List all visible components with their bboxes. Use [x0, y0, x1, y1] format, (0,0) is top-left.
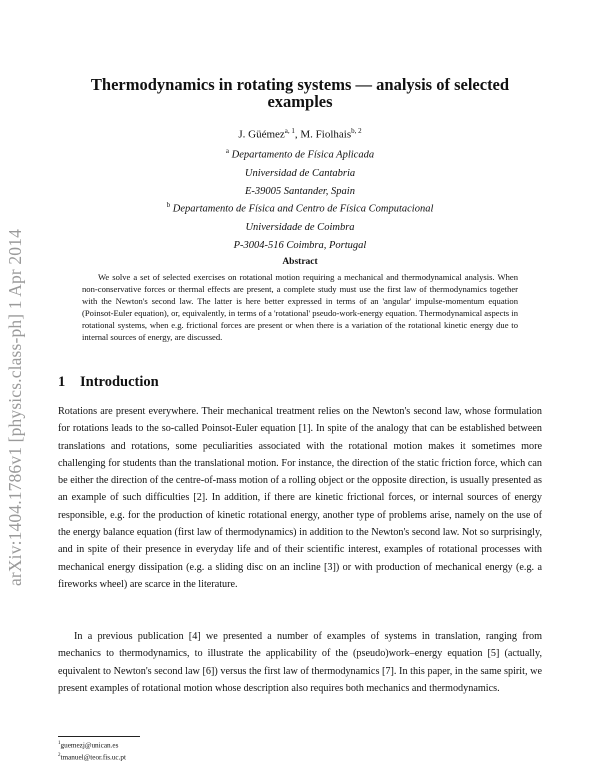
affiliation-line: Universidad de Cantabria: [244, 167, 356, 179]
paper-title: Thermodynamics in rotating systems — analysis of selected examples: [90, 75, 510, 111]
footnotes: [58, 739, 542, 763]
body-paragraph: Rotations are present everywhere. Their mechanical treatment relies on the Newton's second law, whose formulation for rotations leads to the so-called Poinsot-Euler equation [1]. In spite of the analogy that can be established between translations and rotations, some peculiarities associated with the rotational motion makes it sometimes more challenging for students than the translational motion. For instance, the direction of the static friction force, which can be either the direction of the centre-of-mass motion of a rolling object or the opposite direction, is usually presented as an example of such difficulties [2]. In addition, if there are kinetic frictional forces, or internal sources of energy responsible, e.g. for the production of kinetic rotational energy, another type of problems arise, namely on the use of the energy balance equation (first law of thermodynamics) in addition to the Newton's second law. Not so surprisingly, and in spite of their presence in everyday life and of their scientific interest, examples of rotational processes with mechanical energy dissipation (e.g. a sliding disc on an incline [3]) or with production of mechanical energy (e.g. a fireworks wheel) are scarce in the literature.: [58, 406, 542, 590]
author-name: J. Güémez: [238, 128, 285, 141]
affiliation-marker: b: [166, 201, 171, 209]
footnote-marker: 2: [58, 752, 61, 758]
abstract-text: We solve a set of selected exercises on rotational motion requiring a mechanical and thermodynamical analysis. When non-conservative forces or thermal effects are present, a complete study must use the first law of thermodynamics together with the Newton's second law. The latter is here better expressed in terms of an 'angular' impulse-momentum equation (Poinsot-Euler equation), or, equivalently, in terms of a 'rotational' pseudo-work-energy equation. Thermodynamical aspects in rotational systems, when e.g. frictional forces are present or when there is a variation of the rotational kinetic energy due to internal sources of energy, are discussed.: [82, 272, 518, 343]
section-title: Introduction: [80, 374, 159, 390]
author-affiliation-marker: a, 1: [284, 127, 295, 135]
affiliation-line: $^b$ Departamento de Física and Centro de Física Computacional: [166, 201, 434, 215]
author-separator: ,: [294, 128, 301, 141]
affiliation-marker: a: [225, 147, 230, 155]
footnote-email: tmanuel@teor.fis.uc.pt: [60, 753, 127, 762]
affiliation-a: [58, 142, 542, 201]
arxiv-identifier: arXiv:1404.1786v1 [physics.class-ph] 1 Apr 2014: [5, 228, 25, 586]
affiliation-line: $^a$ Departamento de Física Aplicada: [225, 147, 375, 161]
footnote: [58, 751, 542, 763]
affiliation-line: Universidade de Coimbra: [245, 221, 355, 233]
section-heading: [58, 373, 542, 391]
abstract-heading: Abstract: [282, 257, 318, 267]
footnote: [58, 739, 542, 751]
section-number: 1: [58, 374, 66, 390]
body-paragraph: In a previous publication [4] we presented a number of examples of systems in translation, ranging from mechanics to thermodynamics, to illustrate the applicability of the (pseudo)work–energy equation [5] (actually, equivalent to Newton's second law [6]) versus the first law of thermodynamics [7]. In this paper, in the same spirit, we present examples of rotational motion whose description also requires both mechanics and thermodynamics.: [58, 631, 542, 694]
author-line: [58, 124, 542, 142]
footnote-divider: [58, 736, 140, 737]
footnote-marker: 1: [58, 741, 61, 746]
affiliation-b: [58, 196, 542, 255]
affiliation-line: E-39005 Santander, Spain: [245, 185, 355, 197]
author-affiliation-marker: b, 2: [351, 127, 362, 135]
affiliation-line: P-3004-516 Coimbra, Portugal: [233, 239, 367, 251]
footnote-email: guemezj@unican.es: [60, 741, 119, 750]
author-name: M. Fiolhais: [300, 128, 352, 141]
